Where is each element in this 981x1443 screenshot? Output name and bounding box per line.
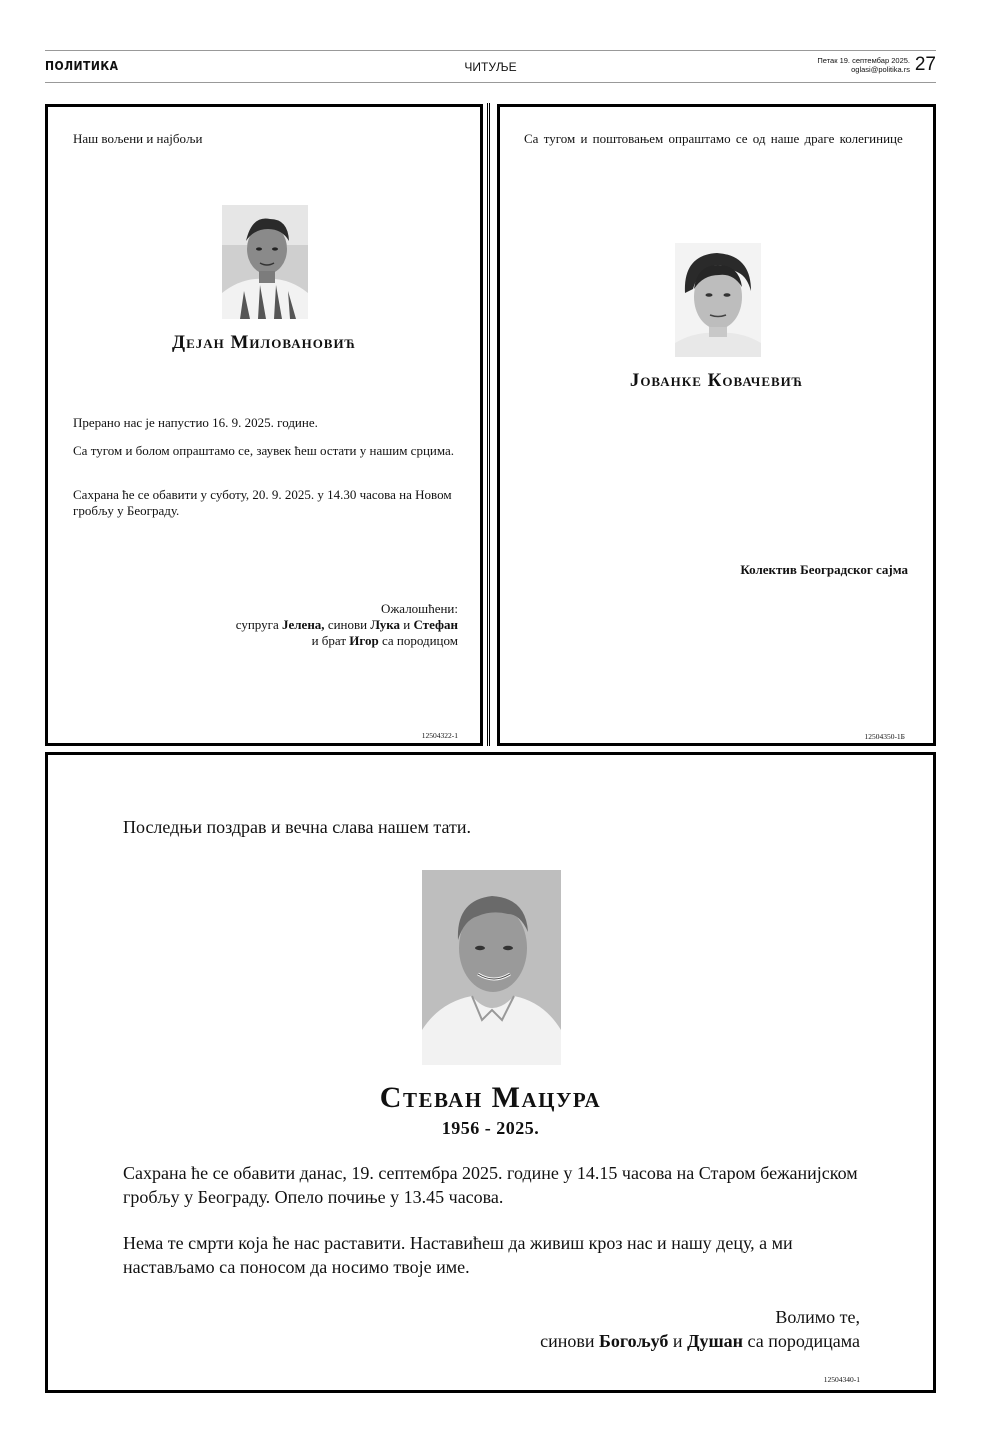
- notice-intro: Последњи поздрав и вечна слава нашем тати.: [123, 817, 471, 837]
- obituary-notice-milovanovic: [45, 104, 483, 746]
- portrait-photo: [222, 205, 308, 319]
- life-years: 1956 - 2025.: [441, 1118, 540, 1138]
- mourner-name: Јелена,: [281, 617, 325, 632]
- column-divider: [487, 103, 490, 746]
- page-number: 27: [914, 54, 936, 75]
- mourner-family: са породицом: [381, 633, 458, 648]
- mourner-relation: и брат: [311, 633, 347, 648]
- obituary-notice-macura: [45, 752, 936, 1393]
- signature-block: [540, 1305, 860, 1353]
- conjunction: и: [403, 617, 411, 632]
- notice-intro: Наш вољени и најбољи: [73, 131, 203, 146]
- mourners-line-2: [236, 633, 458, 649]
- signature: Колектив Београдског сајма: [740, 562, 908, 577]
- notice-line-passed: Прерано нас је напустио 16. 9. 2025. године.: [73, 415, 318, 430]
- mourner-relation: синови: [327, 617, 368, 632]
- mourner-name: Стефан: [413, 617, 458, 632]
- contact-email[interactable]: oglasi@politika.rs: [851, 65, 910, 74]
- mourners-block: [236, 601, 458, 649]
- mourner-relation: синови: [540, 1331, 595, 1351]
- notice-line-funeral: Сахрана ће се обавити у суботу, 20. 9. 2025. у 14.30 часова на Новом гробљу у Београду.: [73, 487, 452, 518]
- notice-intro: Са тугом и поштовањем опраштамо се од наше драге колегинице: [524, 131, 903, 146]
- newspaper-logo: ПОЛИТИКА: [45, 59, 119, 73]
- signature-line-1: Волимо те,: [775, 1307, 860, 1327]
- issue-date: Петак 19. септембар 2025.: [817, 56, 910, 65]
- farewell-message: Нема те смрти која ће нас раставити. Наставићеш да живиш кроз нас и нашу децу, а ми настављамо са поносом да носимо твоје име.: [123, 1233, 793, 1277]
- issue-date-block: [817, 56, 910, 74]
- obituary-notice-kovacevic: [497, 104, 936, 746]
- mourners-line-1: [236, 617, 458, 633]
- deceased-name: Дејан Миловановић: [172, 332, 356, 353]
- signature-line-2: [540, 1329, 860, 1353]
- portrait-photo: [422, 870, 561, 1065]
- section-title: ЧИТУЉЕ: [464, 60, 517, 74]
- deceased-name: Јованке Ковачевић: [629, 370, 804, 391]
- ad-code: 12504340-1: [823, 1375, 860, 1384]
- ad-code: 12504322-1: [421, 731, 458, 740]
- funeral-details: Сахрана ће се обавити данас, 19. септембра 2025. године у 14.15 часова на Старом бежанијском гробљу у Београду. Опело почиње у 13.45 часова.: [123, 1163, 858, 1207]
- mourner-relation: супруга: [235, 617, 279, 632]
- notice-line-farewell: Са тугом и болом опраштамо се, заувек ћеш остати у нашим срцима.: [73, 443, 455, 458]
- conjunction: и: [672, 1331, 683, 1351]
- mourners-label: Ожалошћени:: [380, 601, 458, 616]
- mourner-name: Игор: [349, 633, 379, 648]
- mourner-name: Лука: [370, 617, 400, 632]
- deceased-name: Стеван Мацура: [379, 1081, 602, 1114]
- page-header: [45, 50, 936, 83]
- portrait-photo: [675, 243, 761, 357]
- mourner-name: Душан: [687, 1331, 744, 1351]
- ad-code: 12504350-1Б: [864, 732, 905, 741]
- mourner-family: са породицама: [747, 1331, 860, 1351]
- mourner-name: Богољуб: [598, 1331, 669, 1351]
